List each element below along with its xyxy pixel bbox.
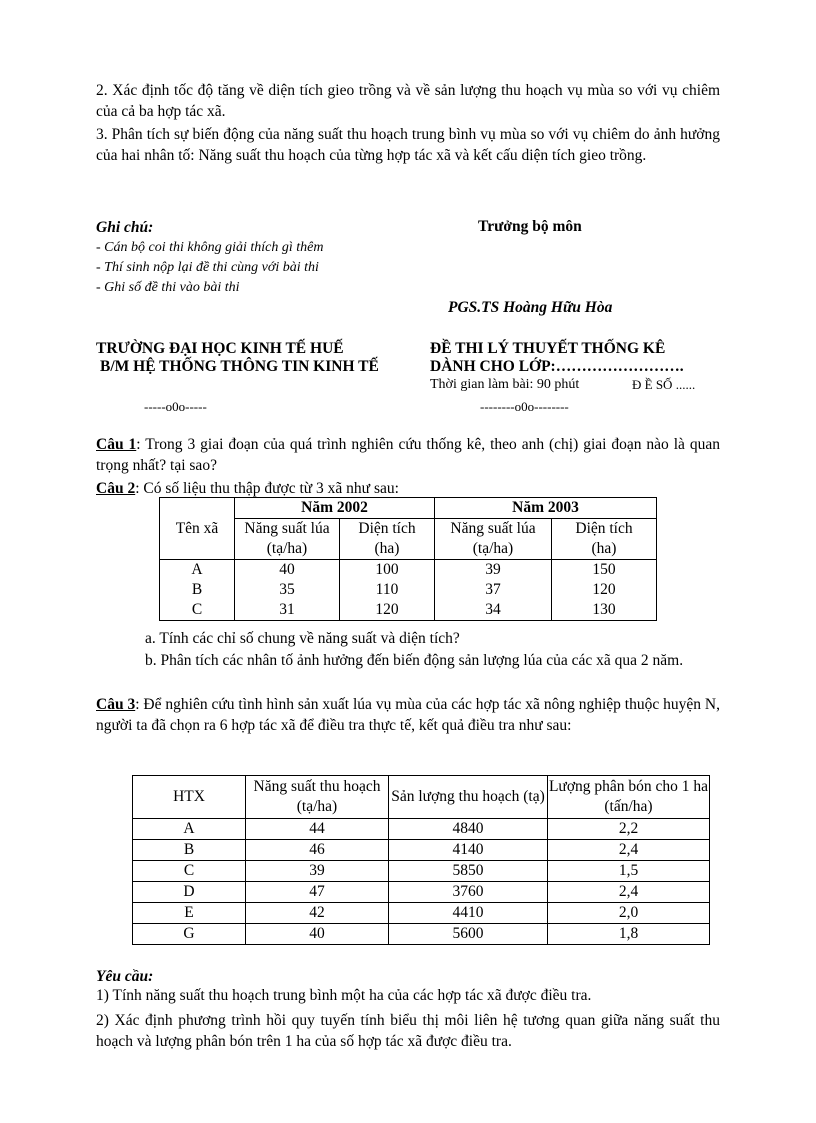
- question-2-label: Câu 2: [96, 480, 136, 497]
- note-line: - Ghi số đề thi vào bài thi: [96, 280, 240, 295]
- cell: 35: [235, 580, 340, 600]
- cell: 3760: [389, 882, 548, 903]
- cell: 4840: [389, 819, 548, 840]
- note-line: - Thí sinh nộp lại đề thi cùng với bài thi: [96, 260, 319, 275]
- requirement-2: 2) Xác định phương trình hồi quy tuyến tính biểu thị môi liên hệ tương quan giữa năng suất thu hoạch và lượng phân bón trên 1 ha của số hợp tác xã được điều tra.: [96, 1012, 720, 1050]
- header-area-2002: Diện tích: [340, 519, 435, 540]
- exam-time: Thời gian làm bài: 90 phút: [430, 377, 580, 392]
- unit-area-2003: (ha): [552, 539, 657, 560]
- notes-title: Ghi chú:: [96, 219, 154, 236]
- header-fertilizer: Lượng phân bón cho 1 ha (tấn/ha): [548, 776, 710, 819]
- cell: 44: [246, 819, 389, 840]
- right-separator: --------o0o--------: [480, 399, 569, 414]
- cell: 130: [552, 600, 657, 621]
- header-area-2003: Diện tích: [552, 519, 657, 540]
- question-3-text: : Để nghiên cứu tình hình sản xuất lúa vụ mùa của các hợp tác xã nông nghiệp thuộc huyện N, người ta đã chọn ra 6 hợp tác xã để điều tra thực tế, kết quả điều tra như sau:: [96, 696, 720, 734]
- cell: 37: [435, 580, 552, 600]
- notes-list: [96, 238, 323, 298]
- question-2-text: : Có số liệu thu thập được từ 3 xã như sau:: [135, 480, 399, 497]
- cell: 4140: [389, 840, 548, 861]
- header-year-2003: Năm 2003: [435, 498, 657, 519]
- question-2: [96, 478, 720, 499]
- requirement-1: 1) Tính năng suất thu hoạch trung bình một ha của các hợp tác xã được điều tra.: [96, 987, 592, 1004]
- cell: 39: [435, 560, 552, 581]
- cell: 120: [552, 580, 657, 600]
- exam-title: ĐỀ THI LÝ THUYẾT THỐNG KÊ: [430, 340, 666, 357]
- cell: B: [133, 840, 246, 861]
- header-year-2002: Năm 2002: [235, 498, 435, 519]
- requirements-title: Yêu cầu:: [96, 968, 154, 985]
- cell: 40: [246, 924, 389, 945]
- table-row: [133, 903, 710, 924]
- cell: D: [133, 882, 246, 903]
- cell: 34: [435, 600, 552, 621]
- cell: 120: [340, 600, 435, 621]
- cell: C: [133, 861, 246, 882]
- signature-role: Trưởng bộ môn: [478, 218, 582, 235]
- unit-yield-2002: (tạ/ha): [235, 539, 340, 560]
- cell: 1,5: [548, 861, 710, 882]
- cell: 31: [235, 600, 340, 621]
- cell: A: [160, 560, 235, 581]
- class-line: DÀNH CHO LỚP:…………………….: [430, 358, 684, 375]
- item-3: 3. Phân tích sự biến động của năng suất thu hoạch trung bình vụ mùa so với vụ chiêm do ảnh hưởng của hai nhân tố: Năng suất thu hoạch của từng hợp tác xã và kết cấu diện tích gieo trồng.: [96, 126, 720, 164]
- question-1: [96, 434, 720, 476]
- cell: E: [133, 903, 246, 924]
- table-row: [133, 882, 710, 903]
- table-row: [160, 560, 657, 581]
- cell: 5600: [389, 924, 548, 945]
- table-row: [133, 840, 710, 861]
- question-2a: a. Tính các chỉ số chung về năng suất và diện tích?: [145, 630, 460, 647]
- cell: 4410: [389, 903, 548, 924]
- cell: 40: [235, 560, 340, 581]
- cell: 39: [246, 861, 389, 882]
- item-2: 2. Xác định tốc độ tăng về diện tích gieo trồng và về sản lượng thu hoạch vụ mùa so với vụ chiêm của cả ba hợp tác xã.: [96, 82, 720, 120]
- left-separator: -----o0o-----: [144, 399, 207, 414]
- cell: B: [160, 580, 235, 600]
- unit-area-2002: (ha): [340, 539, 435, 560]
- question-3-label: Câu 3: [96, 696, 136, 713]
- note-line: - Cán bộ coi thi không giải thích gì thêm: [96, 240, 324, 255]
- cell: C: [160, 600, 235, 621]
- cell: 5850: [389, 861, 548, 882]
- question-2b: b. Phân tích các nhân tố ảnh hưởng đến biến động sản lượng lúa của các xã qua 2 năm.: [145, 652, 684, 669]
- header-yield: Năng suất thu hoạch (tạ/ha): [246, 776, 389, 819]
- cell: 42: [246, 903, 389, 924]
- cell: 2,0: [548, 903, 710, 924]
- question-1-text: : Trong 3 giai đoạn của quá trình nghiên cứu thống kê, theo anh (chị) giai đoạn nào là quan trọng nhất? tại sao?: [96, 436, 720, 474]
- cell: 150: [552, 560, 657, 581]
- cell: 2,4: [548, 840, 710, 861]
- cell: 110: [340, 580, 435, 600]
- cell: A: [133, 819, 246, 840]
- signature-name: PGS.TS Hoàng Hữu Hòa: [448, 299, 613, 316]
- header-yield-2003: Năng suất lúa: [435, 519, 552, 540]
- cell: G: [133, 924, 246, 945]
- department-name: B/M HỆ THỐNG THÔNG TIN KINH TẾ: [100, 358, 379, 375]
- header-output: Sản lượng thu hoạch (tạ): [389, 776, 548, 819]
- table-row: [160, 600, 657, 621]
- school-name: TRƯỜNG ĐẠI HỌC KINH TẾ HUẾ: [96, 340, 344, 357]
- cell: 1,8: [548, 924, 710, 945]
- unit-yield-2003: (tạ/ha): [435, 539, 552, 560]
- table-row: [133, 924, 710, 945]
- question-3: [96, 694, 720, 736]
- table-q3: [132, 775, 710, 945]
- table-row: [160, 580, 657, 600]
- question-1-label: Câu 1: [96, 436, 137, 453]
- exam-code: Đ Ề SỐ ......: [632, 377, 696, 392]
- cell: 47: [246, 882, 389, 903]
- header-htx: HTX: [133, 776, 246, 819]
- table-row: [133, 861, 710, 882]
- cell: 46: [246, 840, 389, 861]
- cell: 2,4: [548, 882, 710, 903]
- header-ten-xa: Tên xã: [160, 498, 235, 560]
- cell: 100: [340, 560, 435, 581]
- cell: 2,2: [548, 819, 710, 840]
- table-q2: [159, 497, 657, 621]
- table-row: [133, 819, 710, 840]
- header-yield-2002: Năng suất lúa: [235, 519, 340, 540]
